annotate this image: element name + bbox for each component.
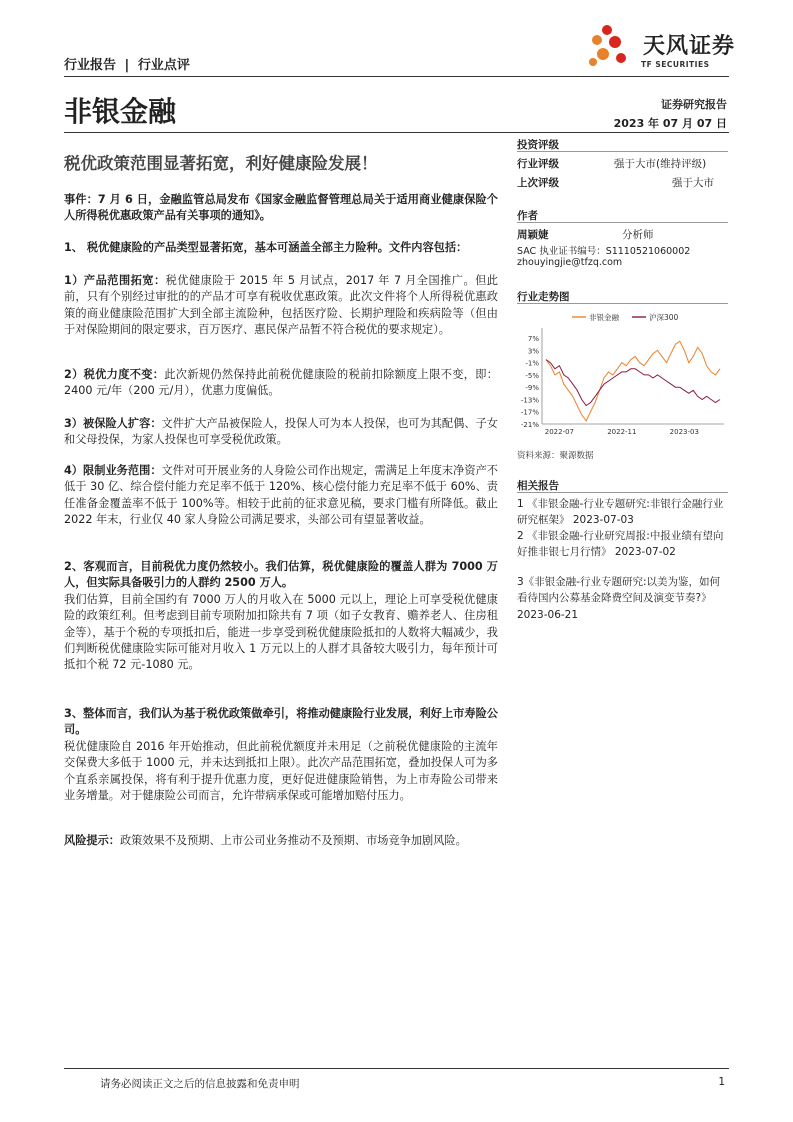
chart-source: 资料来源：聚源数据 (517, 451, 594, 461)
chart-series-line (546, 341, 720, 421)
section-1-1 (64, 273, 498, 339)
related-item-2[interactable]: 2 《非银金融-行业研究周报:中报业绩有望向好推非银七月行情》 2023-07-02 (517, 530, 724, 559)
event-label: 事件： (64, 193, 98, 206)
industry-rating-label: 行业评级 (517, 158, 559, 170)
section-1-1-text: 税优健康险于 2015 年 5 月试点，2017 年 7 月全国推广。但此前，只有个别经过审批的的产品才可享有税收优惠政策。此次文件将个人所得税优惠政策的商业健康险范围扩大到全部主流险种，包括医疗险、长期护理险和疾病险等（但由于对保险期间的限定要求，百万医疗、惠民保产品暂不符合税优的要求规定）。 (64, 274, 498, 337)
author-role: 分析师 (622, 229, 654, 241)
author-name: 周颖婕 (517, 229, 549, 241)
trend-divider (517, 303, 728, 304)
rating-divider (517, 151, 728, 152)
chart-y-tick-label: -17% (520, 408, 539, 417)
trend-chart (512, 308, 728, 442)
author-email: zhouyingjie@tfzq.com (517, 257, 623, 268)
chart-legend-label: 沪深300 (649, 313, 679, 322)
headline: 税优政策范围显著拓宽，利好健康险发展！ (64, 154, 378, 173)
section-1-3-label: 3）被保险人扩容： (64, 417, 162, 430)
section-1-title-text: 1、 税优健康险的产品类型显著拓宽，基本可涵盖全部主力险种。文件内容包括： (64, 241, 468, 254)
chart-y-tick-label: 3% (527, 347, 539, 356)
category-separator: | (124, 58, 130, 73)
risk-text: 政策效果不及预期、上市公司业务推动不及预期、市场竞争加剧风险。 (119, 834, 467, 847)
logo-name: 天风证券 (643, 34, 736, 59)
section-1-title (64, 240, 498, 256)
related-item-3[interactable]: 3《非银金融-行业专题研究:以美为鉴，如何看待国内公募基金降费空间及演变节奏?》 2023-06-21 (517, 576, 721, 621)
risk-label: 风险提示： (64, 834, 120, 847)
related-item-1[interactable]: 1 《非银金融-行业专题研究:非银行金融行业研究框架》 2023-07-03 (517, 498, 724, 527)
chart-y-tick-label: -9% (525, 384, 539, 393)
trend-title: 行业走势图 (517, 291, 570, 303)
related-divider (517, 492, 728, 493)
event-text: 7 月 6 日，金融监管总局发布《国家金融监督管理总局关于适用商业健康保险个人所得税优惠政策产品有关事项的通知》。 (64, 193, 498, 223)
section-1-2 (64, 367, 498, 400)
tf-logo-icon (585, 22, 637, 70)
chart-y-tick-label: -13% (520, 396, 539, 405)
subcategory-label: 行业点评 (137, 58, 190, 73)
category-label: 行业报告 (64, 58, 117, 73)
event-paragraph (64, 192, 498, 225)
section-1-1-label: 1）产品范围拓宽： (64, 274, 166, 287)
section-2-title: 2、客观而言，目前税优力度仍然较小。我们估算，税优健康险的覆盖人群为 7000 万人，但实际具备吸引力的人群约 2500 万人。 (64, 560, 498, 590)
industry-rating-value: 强于大市(维持评级) (614, 158, 707, 170)
section-3-text: 税优健康险自 2016 年开始推动，但此前税优额度并未用足（之前税优健康险的主流年交保费大多低于 1000 元，并未达到抵扣上限）。此次产品范围拓宽，叠加投保人可为多个直系亲属投保，将有利于提升优惠力度，更好促进健康险销售，为上市寿险公司带来业务增量。对于健康险公司而言，允许带病承保或可能增加赔付压力。 (64, 739, 498, 803)
author-title: 作者 (517, 210, 538, 222)
section-2 (64, 559, 498, 674)
footer-divider (64, 1068, 729, 1069)
section-3-title: 3、整体而言，我们认为基于税优政策做牵引，将推动健康险行业发展，利好上市寿险公司。 (64, 707, 498, 737)
chart-legend-label: 非银金融 (589, 313, 619, 322)
chart-y-tick-label: 7% (527, 335, 539, 344)
header-divider (64, 76, 729, 77)
chart-y-tick-label: -1% (525, 359, 539, 368)
logo-subtitle: TF SECURITIES (641, 60, 710, 69)
section-1-4-label: 4）限制业务范围： (64, 464, 162, 477)
prev-rating-value: 强于大市 (672, 177, 714, 189)
author-divider (517, 222, 728, 223)
chart-series-line (546, 360, 720, 406)
prev-rating-label: 上次评级 (517, 177, 559, 189)
section-3 (64, 706, 498, 804)
chart-x-tick-label: 2022-11 (607, 428, 637, 436)
chart-y-tick-label: -21% (520, 421, 539, 429)
section-1-4 (64, 463, 498, 529)
section-1-2-text: 此次新规仍然保持此前税优健康险的税前扣除额度上限不变，即：2400 元/年（200 元/月），优惠力度偏低。 (64, 368, 498, 398)
section-1-3 (64, 416, 498, 449)
chart-y-tick-label: -5% (525, 371, 539, 380)
related-title: 相关报告 (517, 480, 559, 492)
section-1-4-text: 文件对可开展业务的人身险公司作出规定，需满足上年度末净资产不低于 30 亿、综合偿付能力充足率不低于 120%、核心偿付能力充足率不低于 60%、责任准备金覆盖率不低于 100%等。相较于此前的征求意见稿，要求门槛有所降低。截止 2022 年末，行业仅 40 家人身险公司满足要求，头部公司有望显著收益。 (64, 464, 498, 527)
sector-title: 非银金融 (64, 95, 177, 128)
report-type: 证券研究报告 (661, 98, 727, 111)
section-2-text: 我们估算，目前全国约有 7000 万人的月收入在 5000 元以上，理论上可享受税优健康险的政策红利。但考虑到目前专项附加扣除共有 7 项（如子女教育、赡养老人、住房租金等），基于个税的专项抵扣后，能进一步享受到税优健康险抵扣的人数将大幅减少，我们判断税优健康险实际可能对月收入 1 万元以上的人群才具备较大吸引力，每年预计可抵扣个税 72 元-1080 元。 (64, 592, 498, 672)
report-date: 2023 年 07 月 07 日 (613, 117, 727, 130)
chart-x-tick-label: 2022-07 (544, 428, 575, 436)
title-divider (64, 132, 729, 133)
author-cert: SAC 执业证书编号：S1110521060002 (517, 246, 691, 257)
section-1-3-text: 文件扩大产品被保险人，投保人可为本人投保，也可为其配偶、子女和父母投保，为家人投保也可享受税优政策。 (64, 417, 498, 447)
report-category (64, 54, 190, 73)
footer-disclaimer: 请务必阅读正文之后的信息披露和免责申明 (100, 1078, 300, 1090)
risk-paragraph (64, 833, 498, 849)
section-1-2-label: 2）税优力度不变： (64, 368, 165, 381)
page-number: 1 (718, 1076, 725, 1088)
rating-title: 投资评级 (517, 139, 559, 151)
chart-x-tick-label: 2023-03 (669, 428, 699, 436)
